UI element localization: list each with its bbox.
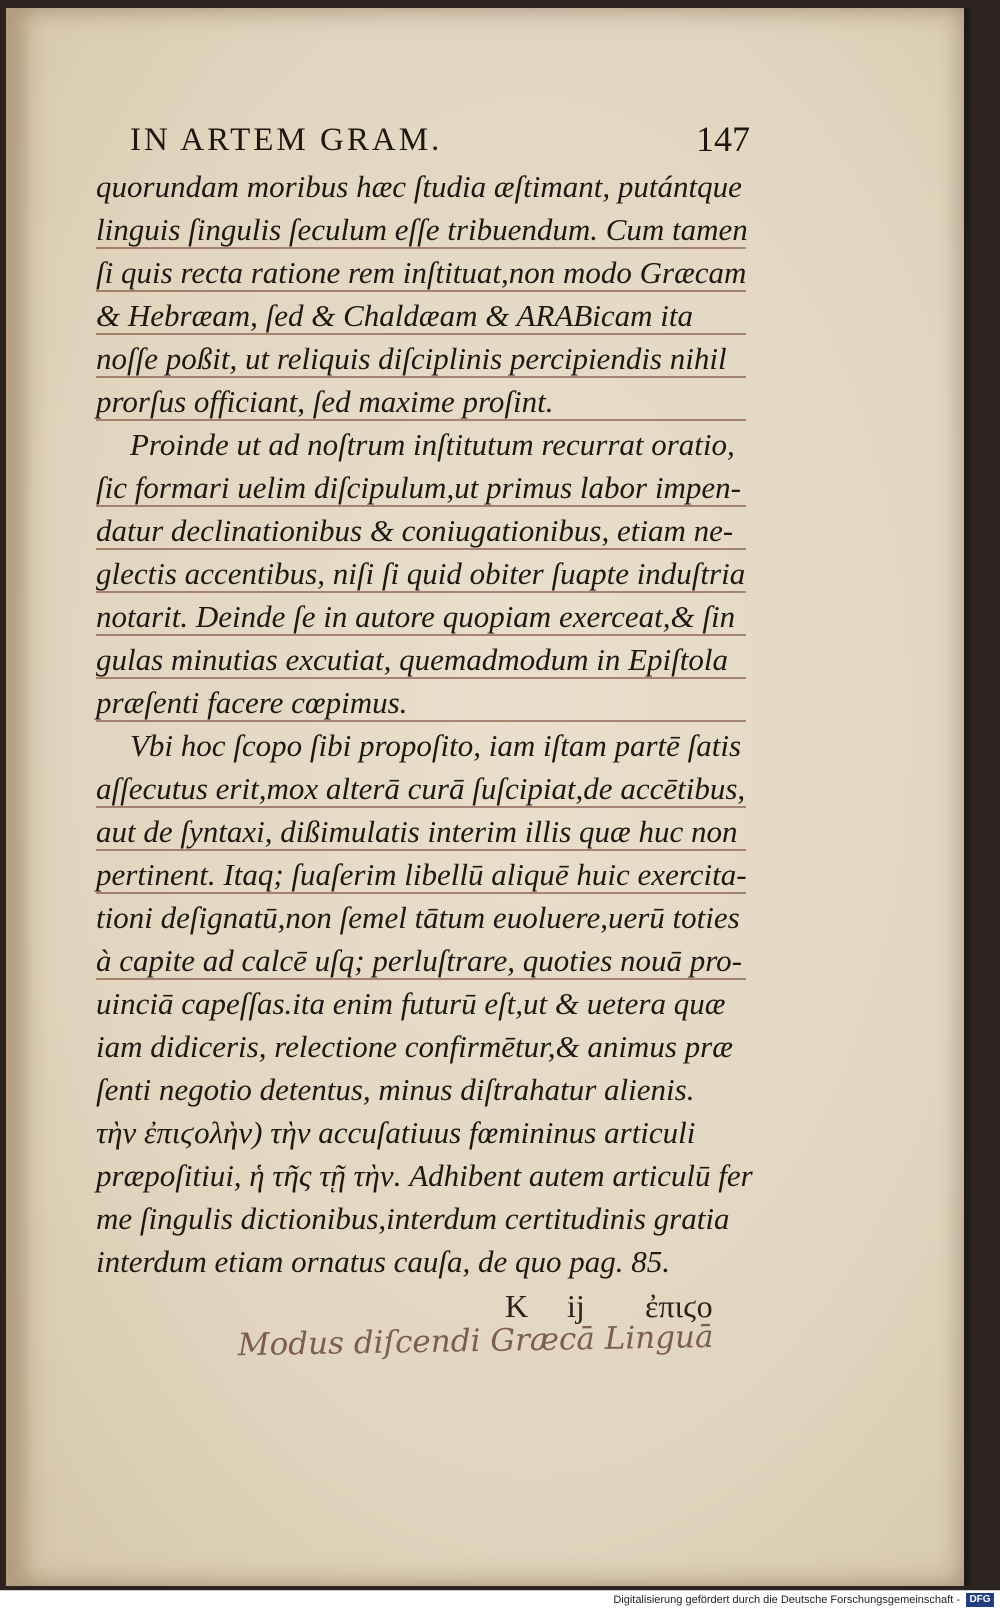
page-number: 147 [696, 119, 750, 159]
running-head: IN ARTEM GRAM. [130, 122, 443, 158]
text-line: datur declinationibus & coniugationibus, etiam ne- [96, 509, 776, 552]
signature-letter: K [505, 1288, 529, 1324]
text-line: gulas minutias excutiat, quemadmodum in Epiſtola [96, 638, 776, 681]
text-line: præſenti facere cœpimus. [96, 681, 776, 724]
body-text [96, 165, 776, 1283]
text-line: iam didiceris, relectione confirmētur,& animus præ [96, 1029, 733, 1064]
text-line: à capite ad calcē uſq; perluſtrare, quoties nouā pro- [96, 939, 776, 982]
text-line: pertinent. Itaq; ſuaſerim libellū aliquē huic exercita- [96, 853, 776, 896]
text-line: ſenti negotio detentus, minus diſtrahatur alienis. [96, 1072, 695, 1107]
text-line: & Hebræam, ſed & Chaldæam & ARABicam ita [96, 294, 776, 337]
text-line: notarit. Deinde ſe in autore quopiam exerceat,& ſin [96, 595, 776, 638]
handwritten-marginal-note: Modus diſcendi Græcā Linguā [237, 1318, 714, 1364]
text-line: interdum etiam ornatus cauſa, de quo pag. 85. [96, 1244, 671, 1279]
page-header [130, 118, 750, 164]
text-line: præpoſitiui, ἡ τῆς τῇ τὴν. Adhibent autem articulū fer [96, 1158, 753, 1193]
text-line: ſi quis recta ratione rem inſtituat,non modo Græcam [96, 251, 776, 294]
text-line: linguis ſingulis ſeculum eſſe tribuendum. Cum tamen [96, 208, 776, 251]
page-gutter-shadow [6, 8, 32, 1586]
text-line: tioni deſignatū,non ſemel tātum euoluere,uerū toties [96, 900, 740, 935]
text-line: τὴν ἐπιϛολὴν) τὴν accuſatiuus fœmininus articuli [96, 1115, 696, 1150]
signature-number: ij [567, 1288, 585, 1324]
text-line: quorundam moribus hæc ſtudia æſtimant, putántque [96, 169, 742, 204]
text-line: aut de ſyntaxi, dißimulatis interim illis quæ huc non [96, 810, 776, 853]
text-line: ſic formari uelim diſcipulum,ut primus labor impen- [96, 466, 776, 509]
text-line: aſſecutus erit,mox alterā curā ſuſcipiat,de accētibus, [96, 767, 776, 810]
footer-credit: Digitalisierung gefördert durch die Deutsche Forschungsgemeinschaft - [613, 1594, 960, 1606]
text-line: uinciā capeſſas.ita enim futurū eſt,ut & uetera quæ [96, 986, 726, 1021]
catchword: ἐπιϛο [645, 1288, 713, 1324]
text-line: noſſe poßit, ut reliquis diſciplinis percipiendis nihil [96, 337, 776, 380]
text-line: Vbi hoc ſcopo ſibi propoſito, iam iſtam partē ſatis [130, 728, 742, 763]
text-line: glectis accentibus, niſi ſi quid obiter ſuapte induſtria [96, 552, 776, 595]
text-line: Proinde ut ad noſtrum inſtitutum recurrat oratio, [130, 427, 735, 462]
dfg-logo: DFG [966, 1593, 994, 1607]
text-line: prorſus officiant, ſed maxime proſint. [96, 380, 776, 423]
footer-bar [0, 1590, 1000, 1613]
text-line: me ſingulis dictionibus,interdum certitudinis gratia [96, 1201, 730, 1236]
